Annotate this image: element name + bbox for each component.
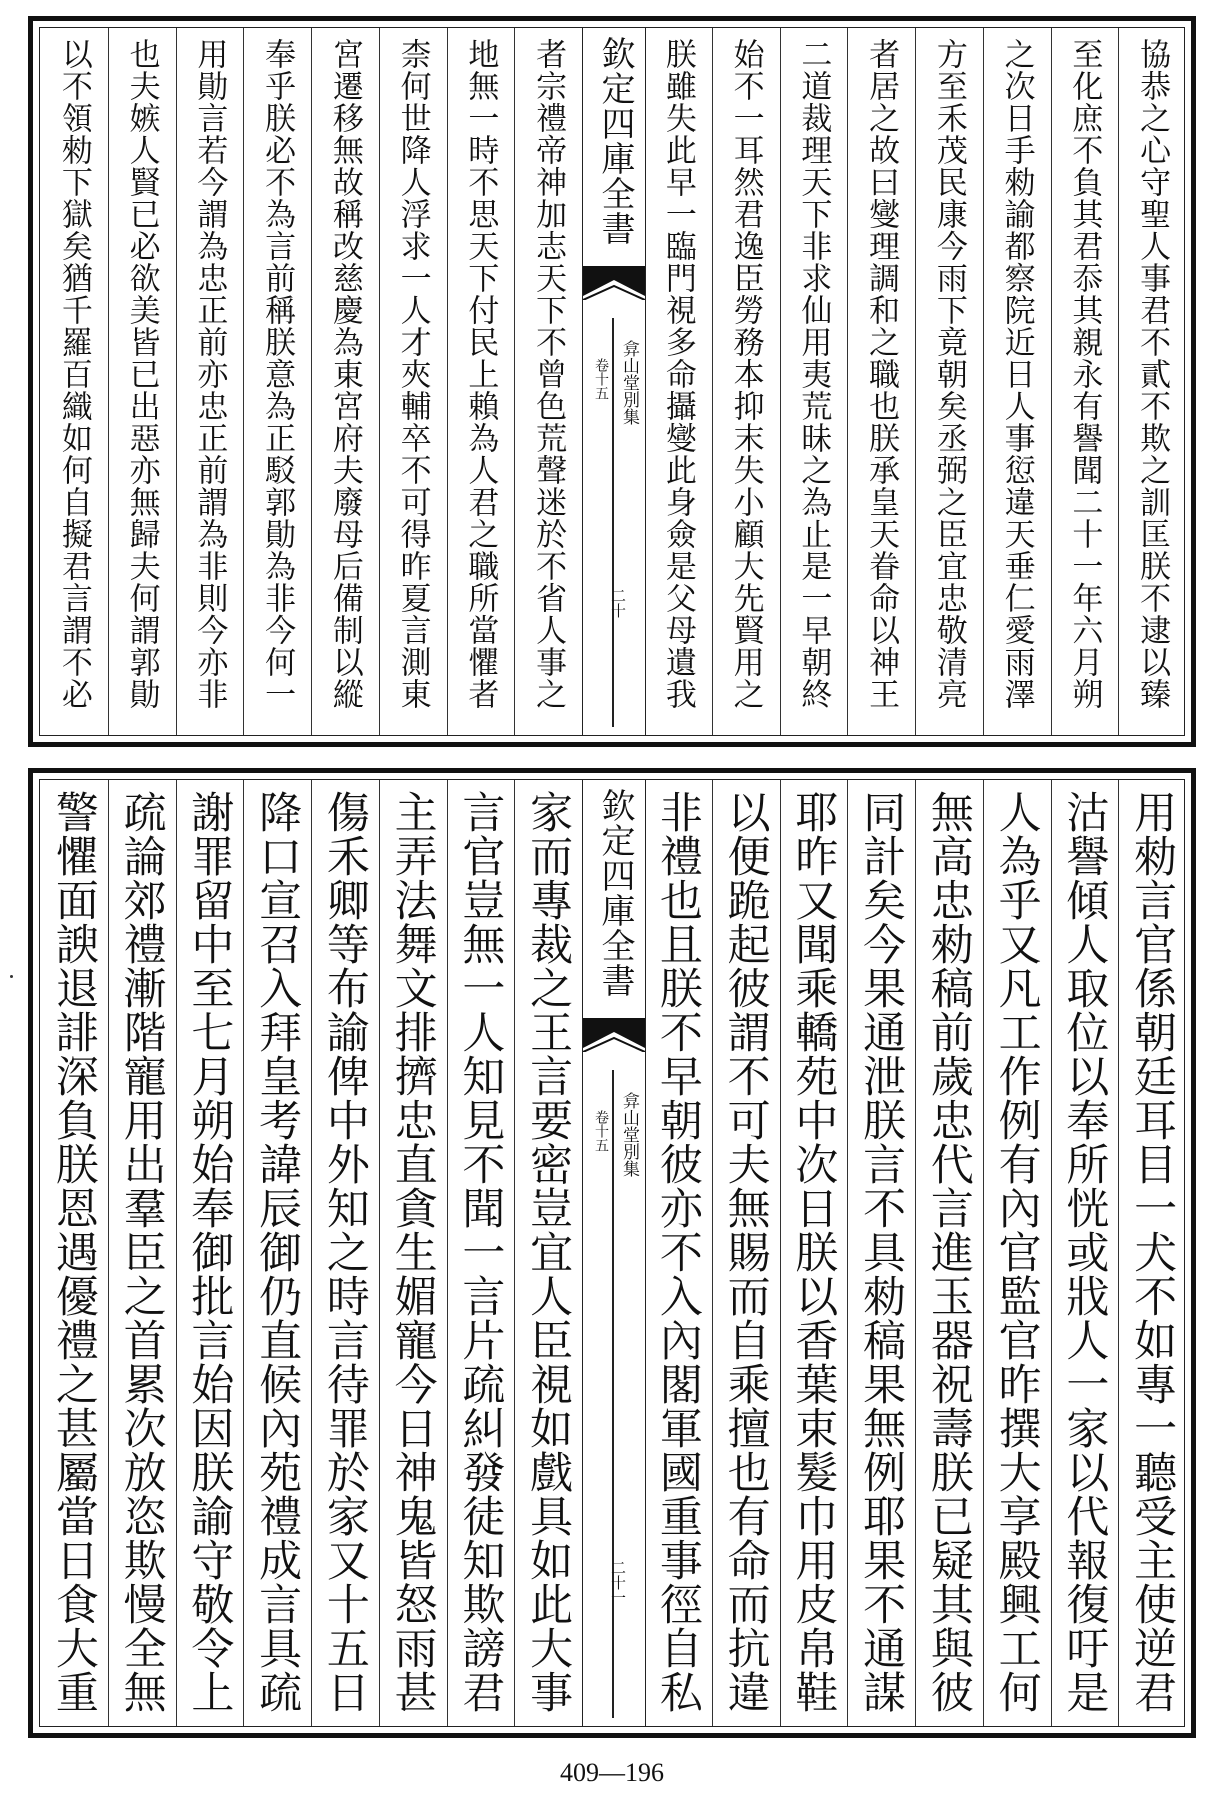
upper-page-frame [39,27,1185,736]
upper-page [28,16,1196,747]
text-column: 者宗禮帝神加志天下不曾色荒聲迷於不省人事之 [530,38,567,710]
text-column: 言官豈無一人知見不聞一言片疏糾發徒知欺謗君 [455,790,506,1714]
text-column: 家而專裁之王言要密豈宜人臣視如戲具如此大事 [523,790,574,1714]
text-column: 警懼面諛退誹深負朕恩遇優禮之甚屬當日食大重 [48,790,99,1714]
column-rule [983,28,984,735]
center-divider-line [612,1070,614,1718]
text-column: 宮遷移無故稱改慈慶為東宮府夫廢母后備制以縱 [326,38,363,710]
column-rule [447,28,448,735]
text-column: 朕雖失此早一臨門視多命攝燮此身僉是父母遺我 [659,38,696,710]
column-rule [379,28,380,735]
page-footer-number: 409—196 [560,1758,664,1787]
text-column: 二道裁理天下非求仙用夷荒昧之為止是一早朝終 [795,38,832,710]
text-column: 協恭之心守聖人事君不貳不欺之訓匡朕不逮以臻 [1134,38,1171,710]
center-column-margin [582,28,646,735]
text-column: 同計矣今果通泄朕言不具勑稿果無例耶果不通謀 [856,790,907,1714]
column-rule [847,28,848,735]
text-column: 至化庶不負其君忝其親永有譽聞二十一年六月朔 [1066,38,1103,710]
center-title: 欽定四庫全書 [595,36,635,246]
column-rule [243,28,244,735]
column-rule [847,780,848,1726]
text-column: 以不領勑下獄矣猶千羅百織如何自擬君言謂不必 [55,38,92,710]
center-title: 欽定四庫全書 [595,788,635,998]
column-rule [1051,780,1052,1726]
column-rule [176,780,177,1726]
text-column: 奉乎朕必不為言前稱朕意為正駁郭勛為非今何一 [259,38,296,710]
text-column: 主弄法舞文排擠忠直貪生媚寵今日神鬼皆怒雨甚 [387,790,438,1714]
column-rule [514,780,515,1726]
text-column: 也夫嫉人賢已必欲美皆已出惡亦無歸夫何謂郭勛 [123,38,160,710]
text-column: 降口宣召入拜皇考諱辰御仍直候內苑禮成言具疏 [252,790,303,1714]
column-rule [311,780,312,1726]
column-rule [379,780,380,1726]
column-rule [1118,28,1119,735]
center-page-number: 二十一 [609,1560,627,1605]
column-rule [983,780,984,1726]
text-column: 無高忠勑稿前歲忠代言進玉器祝壽朕已疑其與彼 [923,790,974,1714]
column-rule [243,780,244,1726]
column-rule [915,28,916,735]
column-rule [447,780,448,1726]
center-column-margin [582,780,646,1726]
column-rule [176,28,177,735]
fish-tail-mark-icon [583,266,645,300]
text-column: 始不一耳然君逸臣勞務本抑末失小顧大先賢用之 [727,38,764,710]
text-column: 人為乎又凡工作例有內官監官昨撰大享殿興工何 [991,790,1042,1714]
fish-tail-mark-icon [583,1018,645,1052]
text-column: 耶昨又聞乘轎苑中次日朕以香葉束髮巾用皮帛鞋 [788,790,839,1714]
text-column: 地無一時不思天下付民上賴為人君之職所當懼者 [462,38,499,710]
column-rule [712,28,713,735]
column-rule [108,780,109,1726]
column-rule [311,28,312,735]
center-divider-line [612,318,614,727]
text-column: 疏論郊禮漸階寵用出羣臣之首累次放恣欺慢全無 [116,790,167,1714]
text-column: 者居之故曰燮理調和之職也朕承皇天眷命以神王 [863,38,900,710]
text-column: 沽譽傾人取位以奉所恍或戕人一家以代報復吁是 [1059,790,1110,1714]
text-column: 非禮也且朕不早朝彼亦不入內閣軍國重事徑自私 [652,790,703,1714]
text-column: 之次日手勑諭都察院近日人事愆違天垂仁愛雨澤 [998,38,1035,710]
center-juan-label: 卷十五 [593,1110,609,1152]
text-column: 用勛言若今謂為忠正前亦忠正前謂為非則今亦非 [191,38,228,710]
center-juan-label: 卷十五 [593,358,609,400]
column-rule [780,28,781,735]
text-column: 方至禾茂民康今雨下竟朝矣丞弼之臣宜忠敬清亮 [930,38,967,710]
text-column: 謝罪留中至七月朔始奉御批言始因朕諭守敬令上 [184,790,235,1714]
column-rule [1118,780,1119,1726]
center-page-number: 二十 [609,588,627,618]
column-rule [712,780,713,1726]
stray-mark [10,975,13,978]
text-column: 柰何世降人浮求一人才夾輔卒不可得昨夏言測東 [394,38,431,710]
center-book-title: 弇山堂別集 [619,1092,639,1177]
text-column: 以便跪起彼謂不可夫無賜而自乘擅也有命而抗違 [720,790,771,1714]
column-rule [108,28,109,735]
text-column: 傷禾卿等布諭俾中外知之時言待罪於家又十五日 [319,790,370,1714]
column-rule [514,28,515,735]
center-book-title: 弇山堂別集 [619,340,639,425]
column-rule [780,780,781,1726]
column-rule [1051,28,1052,735]
lower-page [28,768,1196,1738]
lower-page-frame [39,779,1185,1727]
text-column: 用勑言官係朝廷耳目一犬不如專一聽受主使逆君 [1127,790,1178,1714]
column-rule [915,780,916,1726]
